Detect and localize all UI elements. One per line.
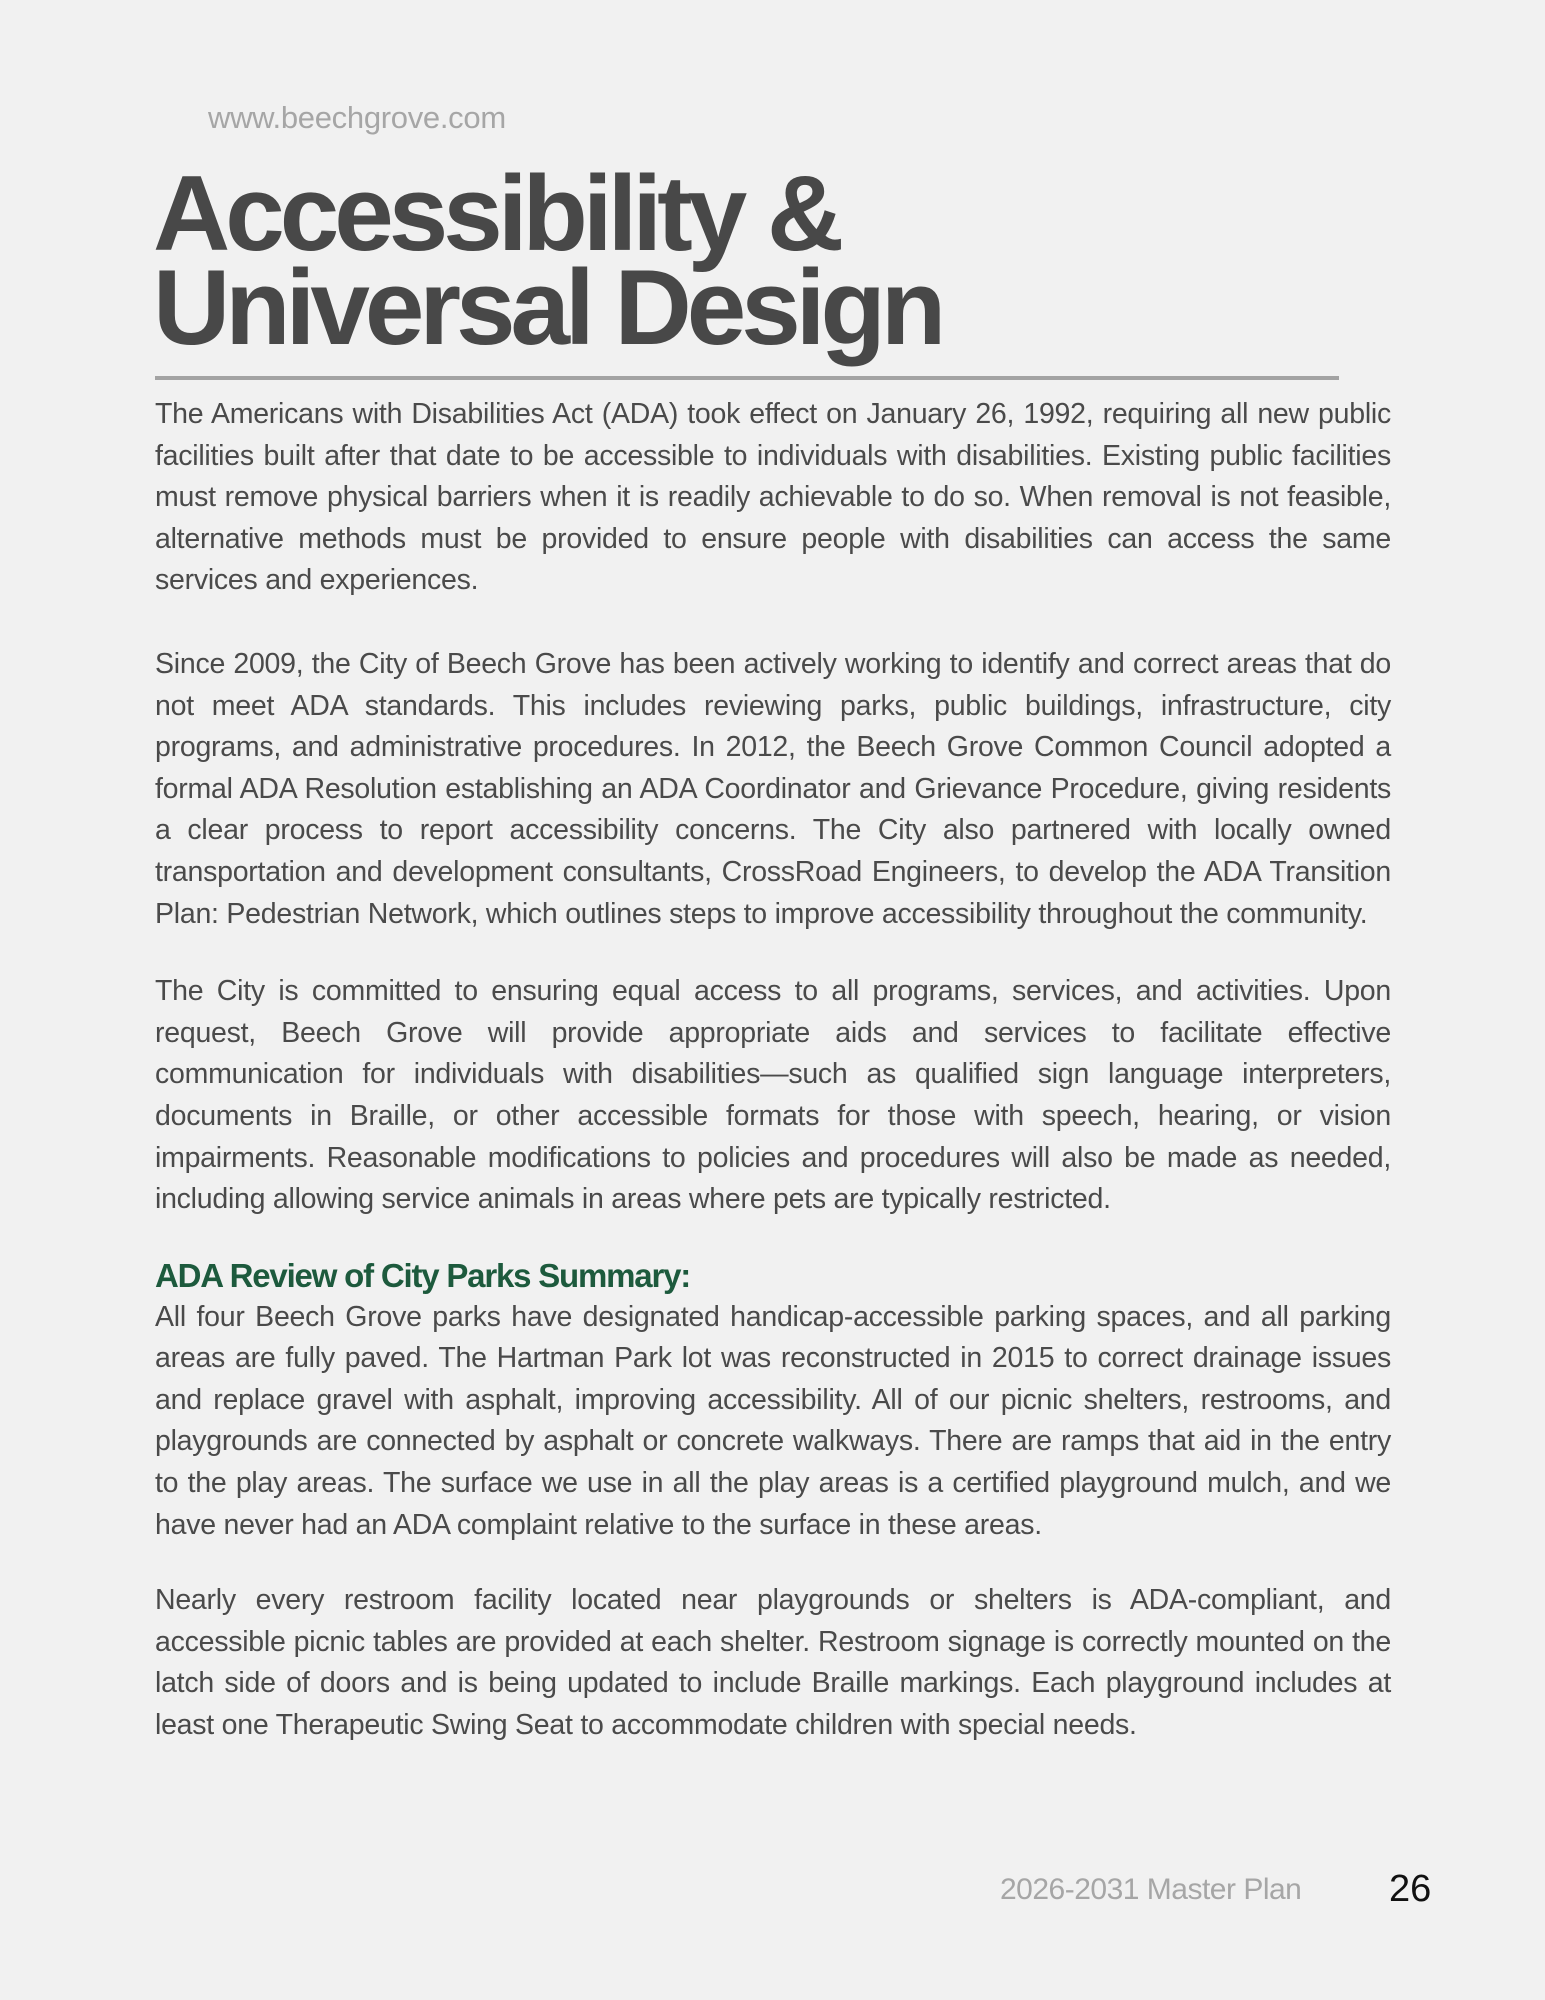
paragraph-parks-review: All four Beech Grove parks have designated handicap-accessible parking spaces, and all parking areas are fully paved. The Hartman Park lot was reconstructed in 2015 to correct drainage issues and replace gravel with asphalt, improving accessibility. All of our picnic shelters, restrooms, and playgrounds are connected by asphalt or concrete walkways. There are ramps that aid in the entry to the play areas. The surface we use in all the play areas is a certified playground mulch, and we have never had an ADA complaint relative to the surface in these areas. xyxy=(155,1300,1391,1541)
section-heading-parks-summary: ADA Review of City Parks Summary: xyxy=(155,1256,691,1294)
footer-plan-title: 2026-2031 Master Plan xyxy=(1000,1873,1302,1906)
title-divider xyxy=(155,376,1339,380)
page-number: 26 xyxy=(1389,1868,1432,1910)
website-url: www.beechgrove.com xyxy=(208,100,506,135)
paragraph-equal-access: The City is committed to ensuring equal access to all programs, services, and activities. Upon request, Beech Grove will provide appropriate aids and services to facilitate effective communication for individuals with disabilities—such as qualified sign language interpreters, documents in Braille, or other accessible formats for those with speech, hearing, or vision impairments. Reasonable modifications to policies and procedures will also be made as needed, including allowing service animals in areas where pets are typically restricted. xyxy=(155,975,1391,1216)
page-title-line-2: Universal Design xyxy=(153,247,942,367)
main-content xyxy=(155,394,1391,1747)
paragraph-beech-grove-history: Since 2009, the City of Beech Grove has been actively working to identify and correct areas that do not meet ADA standards. This includes reviewing parks, public buildings, infrastructure, city programs, and administrative procedures. In 2012, the Beech Grove Common Council adopted a formal ADA Resolution establishing an ADA Coordinator and Grievance Procedure, giving residents a clear process to report accessibility concerns. The City also partnered with locally owned transportation and development consultants, CrossRoad Engineers, to develop the ADA Transition Plan: Pedestrian Network, which outlines steps to improve accessibility throughout the community. xyxy=(155,647,1391,930)
paragraph-ada-overview: The Americans with Disabilities Act (ADA) took effect on January 26, 1992, requiring all new public facilities built after that date to be accessible to individuals with disabilities. Existing public facilities must remove physical barriers when it is readily achievable to do so. When removal is not feasible, alternative methods must be provided to ensure people with disabilities can access the same services and experiences. xyxy=(155,398,1391,597)
page-title xyxy=(153,153,942,367)
paragraph-restrooms-playgrounds: Nearly every restroom facility located near playgrounds or shelters is ADA-compliant, and accessible picnic tables are provided at each shelter. Restroom signage is correctly mounted on the latch side of doors and is being updated to include Braille markings. Each playground includes at least one Therapeutic Swing Seat to accommodate children with special needs. xyxy=(155,1584,1391,1742)
page-title-line-1: Accessibility & xyxy=(153,153,840,273)
